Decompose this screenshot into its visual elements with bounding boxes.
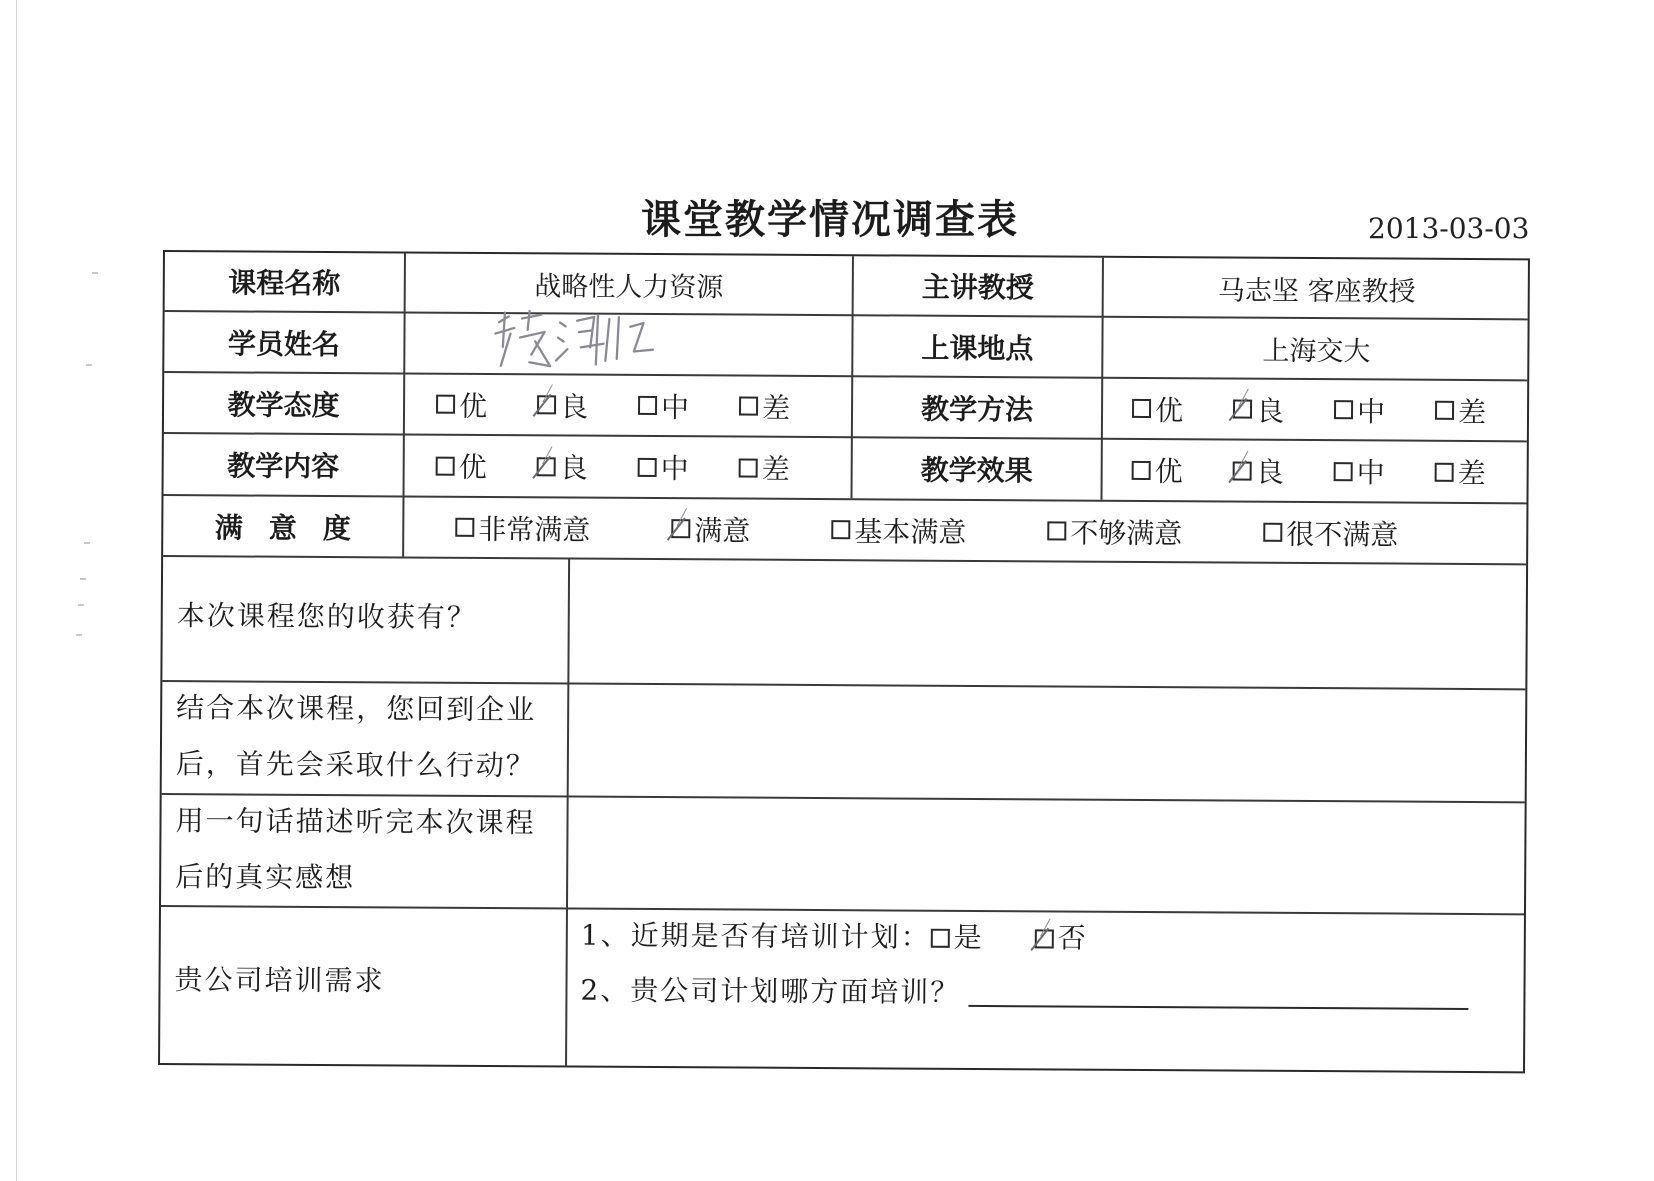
checkbox-icon[interactable] [1263, 523, 1282, 542]
teacher-value: 马志坚 客座教授 [1217, 274, 1416, 308]
effect-option[interactable]: 良 [1233, 451, 1334, 492]
question-feeling-line1: 用一句话描述听完本次课程 [175, 804, 536, 840]
teaching-effect-options [1131, 440, 1514, 502]
student-signature [491, 308, 681, 379]
training-plan-text: 1、近期是否有培训计划： [580, 918, 931, 954]
place-label: 上课地点 [921, 331, 1034, 365]
teacher-label: 主讲教授 [921, 270, 1034, 305]
course-name-label: 课程名称 [228, 266, 341, 301]
training-area-text: 2、贵公司计划哪方面培训？ [580, 973, 961, 1009]
teaching-effect-label: 教学效果 [920, 453, 1033, 488]
training-area-blank[interactable] [968, 979, 1468, 1010]
content-option[interactable]: 中 [638, 447, 739, 488]
question-feeling [175, 793, 566, 907]
checkbox-checked-icon[interactable] [537, 395, 556, 414]
checkbox-icon[interactable] [1047, 521, 1066, 540]
training-area-question [580, 963, 1468, 1024]
question-feeling-line2: 后的真实感想 [175, 860, 356, 895]
attitude-option[interactable]: 良 [537, 385, 638, 426]
teaching-content-options [436, 436, 819, 498]
question-action-line1: 结合本次课程，您回到企业 [176, 691, 537, 727]
checkbox-checked-icon[interactable] [537, 457, 556, 476]
checkbox-icon[interactable] [1435, 462, 1454, 481]
effect-option[interactable]: 中 [1334, 451, 1435, 492]
training-plan-no[interactable]: 否 [1034, 910, 1114, 966]
satisfaction-label: 满意度 [214, 510, 377, 545]
student-name-field[interactable] [405, 313, 851, 375]
checkbox-icon[interactable] [1132, 460, 1151, 479]
teaching-attitude-label: 教学态度 [227, 387, 340, 422]
answer-action[interactable] [569, 684, 1528, 801]
form-date: 2013-03-03 [1368, 212, 1530, 245]
satisfaction-option[interactable]: 非常满意 [455, 507, 671, 548]
method-option[interactable]: 中 [1334, 390, 1435, 431]
training-needs-label: 贵公司培训需求 [174, 963, 385, 998]
checkbox-icon[interactable] [1435, 401, 1454, 420]
question-gain: 本次课程您的收获有？ [176, 599, 477, 634]
checkbox-icon[interactable] [436, 395, 455, 414]
survey-table [158, 250, 1530, 1073]
checkbox-icon[interactable] [739, 397, 758, 416]
question-action-line2: 后，首先会采取什么行动？ [175, 747, 536, 783]
question-action [176, 680, 567, 794]
checkbox-icon[interactable] [638, 457, 657, 476]
checkbox-icon[interactable] [436, 456, 455, 475]
checkbox-icon[interactable] [739, 458, 758, 477]
student-name-label: 学员姓名 [227, 326, 341, 361]
teaching-content-label: 教学内容 [227, 449, 340, 484]
teaching-method-options [1132, 379, 1515, 440]
answer-feeling[interactable] [568, 797, 1527, 913]
checkbox-checked-icon[interactable] [671, 519, 690, 538]
effect-option[interactable]: 差 [1435, 452, 1515, 492]
checkbox-icon[interactable] [931, 928, 950, 947]
checkbox-icon[interactable] [1334, 462, 1353, 481]
checkbox-checked-icon[interactable] [1233, 461, 1252, 480]
answer-gain[interactable] [569, 559, 1528, 688]
page-edge-line [16, 0, 17, 1181]
effect-option[interactable]: 优 [1132, 450, 1233, 491]
content-option[interactable]: 优 [436, 446, 537, 487]
satisfaction-option[interactable]: 很不满意 [1263, 512, 1423, 553]
method-option[interactable]: 优 [1132, 388, 1233, 429]
content-option[interactable]: 差 [739, 448, 819, 488]
checkbox-checked-icon[interactable] [1233, 400, 1252, 419]
teaching-attitude-options [436, 375, 819, 436]
course-name-value: 战略性人力资源 [534, 270, 724, 303]
satisfaction-option[interactable]: 基本满意 [831, 510, 1047, 551]
satisfaction-options [455, 498, 1423, 563]
attitude-option[interactable]: 优 [436, 384, 537, 425]
attitude-option[interactable]: 差 [739, 386, 819, 426]
checkbox-icon[interactable] [1132, 399, 1151, 418]
content-option[interactable]: 良 [537, 446, 638, 487]
checkbox-icon[interactable] [831, 520, 850, 539]
checkbox-icon[interactable] [1334, 400, 1353, 419]
method-option[interactable]: 差 [1435, 390, 1515, 430]
training-plan-question [581, 908, 1115, 967]
method-option[interactable]: 良 [1233, 389, 1334, 430]
satisfaction-option[interactable]: 满意 [671, 509, 831, 550]
training-plan-yes[interactable]: 是 [930, 910, 1034, 967]
checkbox-icon[interactable] [455, 518, 474, 537]
attitude-option[interactable]: 中 [638, 385, 739, 426]
place-value: 上海交大 [1262, 335, 1371, 368]
satisfaction-option[interactable]: 不够满意 [1047, 511, 1263, 552]
form-title: 课堂教学情况调查表 [641, 197, 1019, 243]
teaching-method-label: 教学方法 [920, 392, 1034, 426]
checkbox-icon[interactable] [638, 396, 657, 415]
checkbox-checked-icon[interactable] [1035, 929, 1054, 948]
